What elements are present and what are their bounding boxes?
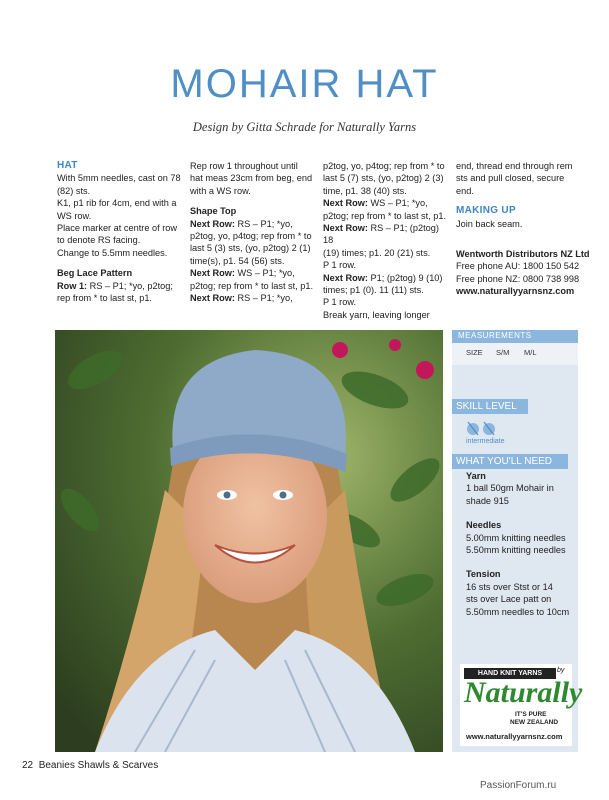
- logo-url[interactable]: www.naturallyyarnsnz.com: [466, 732, 563, 741]
- row-label: Row 1:: [57, 280, 88, 291]
- hat-heading: HAT: [57, 160, 78, 171]
- text-line: sts and pull closed, secure: [456, 173, 565, 184]
- row-label: Next Row:: [190, 293, 235, 304]
- text-line: WS row.: [57, 210, 92, 221]
- designer-credit: Design by Gitta Schrade for Naturally Yarns: [192, 120, 417, 134]
- logo-by: by: [557, 667, 565, 674]
- photo-illustration: [55, 330, 443, 752]
- skill-value: intermediate: [466, 438, 505, 445]
- skill-level-label: SKILL LEVEL: [452, 399, 528, 414]
- page-title: MOHAIR HAT: [170, 62, 439, 106]
- page-footer: [22, 760, 158, 771]
- text-line: [190, 267, 315, 279]
- phone-au: Free phone AU: 1800 150 542: [456, 261, 580, 272]
- text-line: p2tog; rep from * to last st, p1.: [323, 210, 447, 221]
- text-line: 5.50mm needles to 10cm: [466, 606, 570, 617]
- text-line: Rep row 1 throughout until: [190, 161, 298, 171]
- logo-tagline-2: NEW ZEALAND: [510, 719, 559, 726]
- what-you-need-label: WHAT YOU'LL NEED: [452, 454, 568, 469]
- text-line: shade 915: [466, 495, 509, 506]
- row-label: Next Row:: [190, 268, 235, 279]
- text-line: [190, 292, 315, 304]
- text-line: Change to 5.5mm needles.: [57, 247, 168, 258]
- logo-top-text: HAND KNIT YARNS: [464, 668, 556, 679]
- distributor-name: Wentworth Distributors NZ Ltd: [456, 249, 590, 260]
- logo-brand: Naturally: [464, 676, 583, 709]
- text-line: 16 sts over Stst or 14: [466, 581, 553, 592]
- row-label: Next Row:: [190, 218, 235, 229]
- text-line: time(s), p1. 54 (56) sts.: [190, 255, 285, 266]
- text-line: times; p1 (0). 11 (11) sts.: [323, 285, 424, 296]
- text-line: rep from * to last st, p1.: [57, 293, 152, 304]
- website-link[interactable]: www.naturallyyarnsnz.com: [456, 286, 575, 297]
- text-line: (82) sts.: [57, 185, 91, 196]
- row-text: WS – P1; *yo,: [234, 268, 295, 279]
- size-label: SIZE: [466, 348, 483, 357]
- text-line: p2tog, yo, p4tog; rep from * to: [323, 161, 445, 171]
- text-line: [323, 222, 448, 247]
- text-line: [190, 218, 315, 230]
- text-line: 1 ball 50gm Mohair in: [466, 483, 554, 494]
- making-up-heading: MAKING UP: [456, 205, 516, 217]
- magazine-title: Beanies Shawls & Scarves: [38, 760, 159, 771]
- text-line: hat meas 23cm from beg, end: [190, 173, 313, 184]
- text-line: p2tog, yo, p4tog; rep from * to: [190, 231, 312, 242]
- watermark-text: PassionForum.ru: [480, 780, 557, 791]
- tension-heading: Tension: [466, 569, 501, 580]
- phone-nz: Free phone NZ: 0800 738 998: [456, 273, 580, 284]
- text-line: K1, p1 rib for 4cm, end with a: [57, 198, 177, 209]
- needles-heading: Needles: [466, 520, 502, 531]
- column-1: [57, 160, 182, 304]
- text-line: Place marker at centre of row: [57, 223, 177, 234]
- text-line: with a WS row.: [190, 185, 251, 196]
- row-text: P1; (p2tog) 9 (10): [367, 272, 443, 283]
- text-line: (19) times; p1. 20 (21) sts.: [323, 247, 431, 258]
- row-text: RS – P1; (p2tog) 18: [323, 223, 439, 246]
- text-line: time, p1. 38 (40) sts.: [323, 185, 407, 196]
- text-line: end.: [456, 185, 474, 196]
- row-text: RS – P1; *yo,: [234, 293, 293, 304]
- row-label: Next Row:: [323, 198, 368, 209]
- logo-tagline-1: IT'S PURE: [515, 711, 547, 718]
- text-line: P 1 row.: [323, 260, 357, 271]
- column-3: [323, 160, 448, 321]
- row-text: WS – P1; *yo,: [367, 198, 428, 209]
- row-label: Next Row:: [323, 272, 368, 283]
- text-line: 5.00mm knitting needles: [466, 532, 566, 543]
- text-line: [323, 197, 448, 209]
- row-text: RS – P1; *yo, p2tog;: [87, 280, 173, 291]
- row-label: Next Row:: [323, 223, 368, 234]
- naturally-logo: [460, 664, 583, 746]
- text-line: [57, 280, 182, 292]
- text-line: to denote RS facing.: [57, 235, 141, 246]
- text-line: [323, 272, 448, 284]
- text-line: p2tog; rep from * to last st, p1.: [190, 280, 314, 291]
- size-sm: S/M: [496, 348, 510, 357]
- size-ml: M/L: [524, 348, 537, 357]
- text-line: last 5 (7) sts, (yo, p2tog) 2 (3): [323, 173, 444, 184]
- text-line: Join back seam.: [456, 218, 523, 229]
- text-line: P 1 row.: [323, 297, 357, 308]
- measurements-label: MEASUREMENTS: [458, 331, 532, 340]
- model-photo: [55, 330, 443, 752]
- text-line: end, thread end through rem: [456, 161, 573, 171]
- lace-heading: Beg Lace Pattern: [57, 268, 133, 279]
- text-line: sts over Lace patt on: [466, 594, 552, 605]
- yarn-section: [466, 470, 576, 618]
- text-line: With 5mm needles, cast on 78: [57, 173, 181, 184]
- yarn-heading: Yarn: [466, 471, 486, 481]
- text-line: 5.50mm knitting needles: [466, 545, 566, 556]
- shape-top-heading: Shape Top: [190, 206, 237, 217]
- row-text: RS – P1; *yo,: [234, 218, 293, 229]
- page-number: 22: [22, 760, 34, 771]
- column-4: [456, 160, 596, 298]
- column-2: [190, 160, 315, 304]
- text-line: Break yarn, leaving longer: [323, 309, 430, 320]
- text-line: last 5 (3) sts, (yo, p2tog) 2 (1): [190, 243, 311, 254]
